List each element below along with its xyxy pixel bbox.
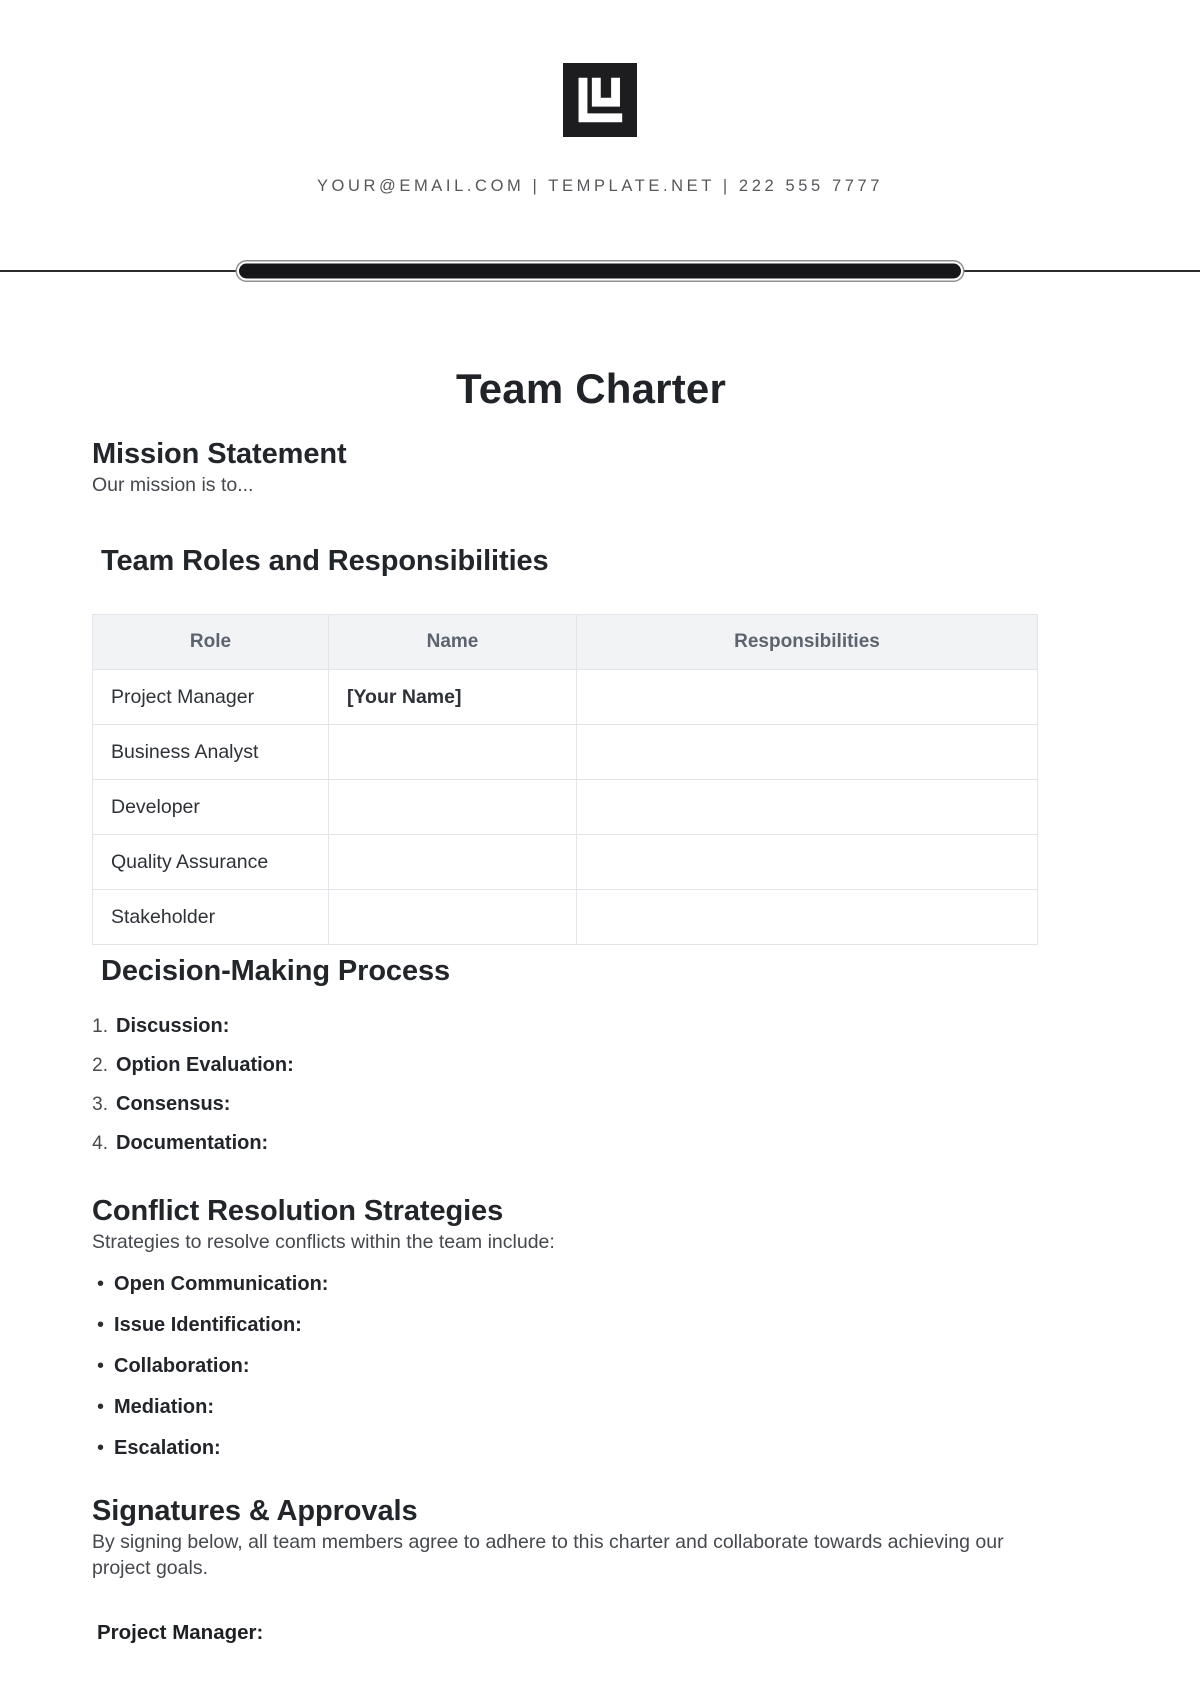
responsibilities-cell[interactable] <box>577 835 1038 890</box>
table-row <box>93 725 1038 780</box>
name-cell-placeholder[interactable]: [Your Name] <box>329 670 577 725</box>
heading-conflict-resolution: Conflict Resolution Strategies <box>92 1195 504 1227</box>
contact-line: YOUR@EMAIL.COM | TEMPLATE.NET | 222 555 7777 <box>316 177 884 195</box>
list-item <box>97 1271 1090 1299</box>
heading-signatures-approvals: Signatures & Approvals <box>92 1495 418 1527</box>
role-cell: Stakeholder <box>93 890 329 945</box>
list-item <box>92 1091 1090 1119</box>
list-item-label: Consensus: <box>116 1093 231 1115</box>
list-item <box>92 1130 1090 1158</box>
list-item-number: 2. <box>92 1055 108 1076</box>
heading-team-roles: Team Roles and Responsibilities <box>101 545 549 577</box>
document-header <box>0 0 1200 197</box>
heading-decision-process: Decision-Making Process <box>101 955 451 987</box>
role-cell: Business Analyst <box>93 725 329 780</box>
responsibilities-cell[interactable] <box>577 780 1038 835</box>
list-item <box>97 1312 1090 1340</box>
role-cell: Project Manager <box>93 670 329 725</box>
roles-table-body <box>93 670 1038 945</box>
mission-body: Our mission is to... <box>92 474 254 496</box>
lu-logo-icon <box>563 63 637 137</box>
roles-table-header <box>93 615 1038 670</box>
list-item-label: Collaboration: <box>114 1355 250 1377</box>
list-item <box>92 1052 1090 1080</box>
list-item-label: Option Evaluation: <box>116 1054 294 1076</box>
list-item <box>97 1353 1090 1381</box>
list-item-number: 1. <box>92 1016 108 1037</box>
name-cell[interactable] <box>329 835 577 890</box>
list-item-label: Discussion: <box>116 1015 230 1037</box>
table-row <box>93 835 1038 890</box>
list-item-label: Escalation: <box>114 1437 221 1459</box>
table-row <box>93 780 1038 835</box>
roles-table <box>92 614 1038 945</box>
name-cell[interactable] <box>329 780 577 835</box>
conflict-intro: Strategies to resolve conflicts within the team include: <box>92 1231 555 1253</box>
divider-pill <box>237 262 963 281</box>
name-cell[interactable] <box>329 725 577 780</box>
conflict-strategies-list <box>92 1271 1090 1463</box>
signature-label-project-manager: Project Manager: <box>97 1621 264 1644</box>
role-cell: Developer <box>93 780 329 835</box>
role-cell: Quality Assurance <box>93 835 329 890</box>
list-item-label: Mediation: <box>114 1396 215 1418</box>
section-divider <box>0 262 1200 280</box>
page-title: Team Charter <box>455 365 727 412</box>
list-item <box>97 1435 1090 1463</box>
table-row <box>93 670 1038 725</box>
column-header-responsibilities: Responsibilities <box>577 615 1038 670</box>
column-header-name: Name <box>329 615 577 670</box>
column-header-role: Role <box>93 615 329 670</box>
list-item-label: Documentation: <box>116 1132 269 1154</box>
list-item <box>97 1394 1090 1422</box>
list-item-number: 4. <box>92 1133 108 1154</box>
decision-process-list <box>92 1013 1090 1158</box>
list-item <box>92 1013 1090 1041</box>
list-item-label: Issue Identification: <box>114 1314 302 1336</box>
heading-mission-statement: Mission Statement <box>92 438 347 470</box>
table-row <box>93 890 1038 945</box>
table-header-row <box>93 615 1038 670</box>
list-item-number: 3. <box>92 1094 108 1115</box>
responsibilities-cell[interactable] <box>577 725 1038 780</box>
signatures-body: By signing below, all team members agree to adhere to this charter and collaborate towards achieving our project goals. <box>92 1531 1004 1579</box>
list-item-label: Open Communication: <box>114 1273 329 1295</box>
responsibilities-cell[interactable] <box>577 670 1038 725</box>
document-content <box>0 364 1200 1647</box>
responsibilities-cell[interactable] <box>577 890 1038 945</box>
name-cell[interactable] <box>329 890 577 945</box>
